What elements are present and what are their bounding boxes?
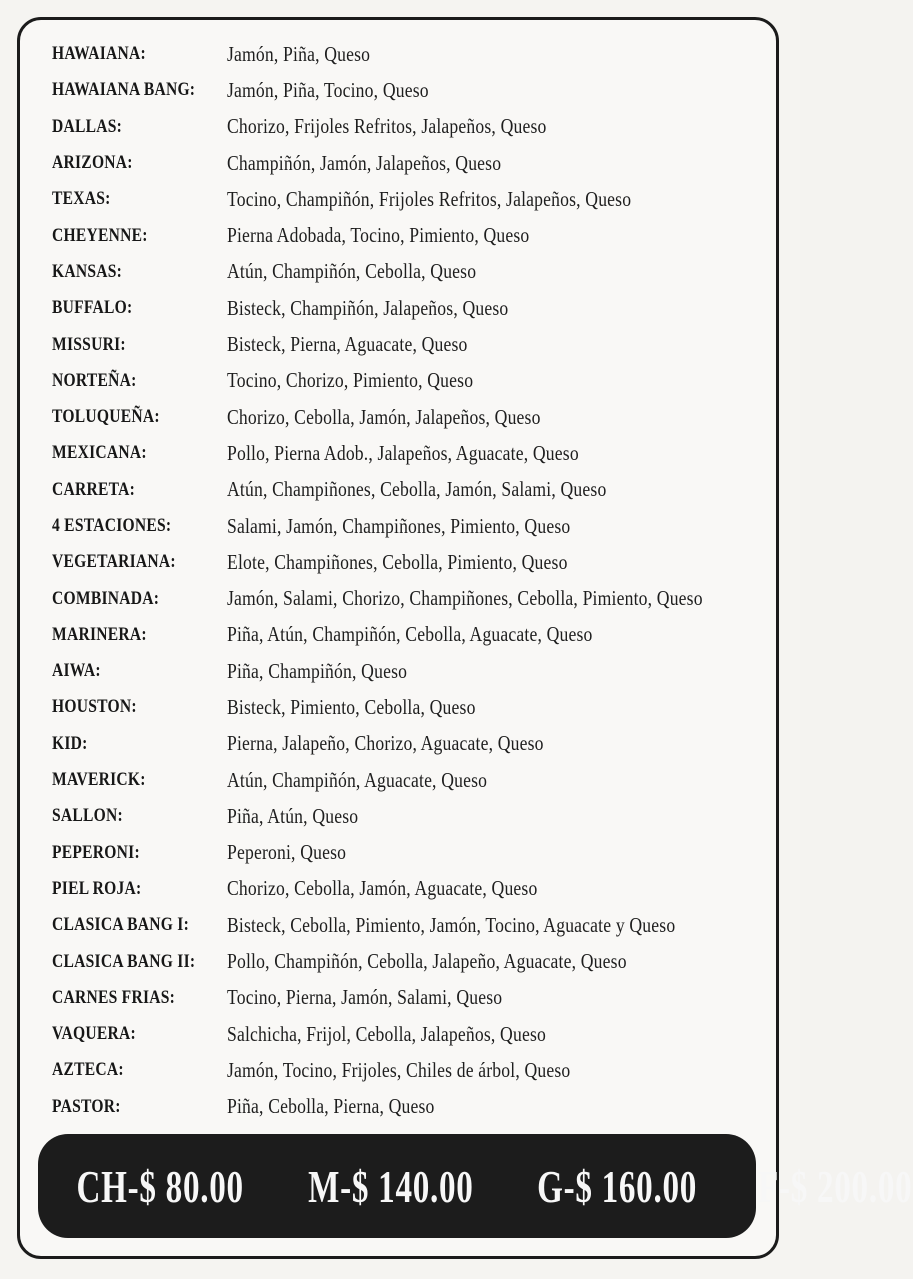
menu-item xyxy=(52,1052,772,1088)
pizza-name: MAVERICK: xyxy=(52,769,146,791)
pizza-ingredients: Tocino, Pierna, Jamón, Salami, Queso xyxy=(227,985,503,1010)
pizza-ingredients: Jamón, Piña, Tocino, Queso xyxy=(227,77,429,102)
pizza-ingredients: Bisteck, Champiñón, Jalapeños, Queso xyxy=(227,295,509,320)
menu-item xyxy=(52,1089,772,1125)
pizza-name: COMBINADA: xyxy=(52,587,160,609)
pizza-name: CARRETA: xyxy=(52,478,136,500)
pizza-ingredients: Atún, Champiñón, Cebolla, Queso xyxy=(227,259,477,284)
price-familiar: F-$ 200.00 xyxy=(758,1160,913,1212)
menu-item xyxy=(52,544,772,580)
pizza-ingredients: Bisteck, Pierna, Aguacate, Queso xyxy=(227,332,468,357)
price-chica: CH-$ 80.00 xyxy=(76,1160,244,1212)
menu-item xyxy=(52,1016,772,1052)
pizza-name: PASTOR: xyxy=(52,1095,121,1117)
pizza-name: HAWAIANA BANG: xyxy=(52,79,196,101)
menu-item xyxy=(52,689,772,725)
menu-item xyxy=(52,980,772,1016)
pizza-ingredients: Jamón, Salami, Chorizo, Champiñones, Cebolla, Pimiento, Queso xyxy=(227,586,703,611)
pizza-name: TOLUQUEÑA: xyxy=(52,406,160,428)
menu-item xyxy=(52,181,772,217)
pizza-ingredients: Pollo, Pierna Adob., Jalapeños, Aguacate, Queso xyxy=(227,440,579,465)
pizza-ingredients: Champiñón, Jamón, Jalapeños, Queso xyxy=(227,150,502,175)
pizza-ingredients: Chorizo, Cebolla, Jamón, Jalapeños, Queso xyxy=(227,404,541,429)
pizza-ingredients: Bisteck, Pimiento, Cebolla, Queso xyxy=(227,694,476,719)
menu-item xyxy=(52,580,772,616)
pizza-name: MARINERA: xyxy=(52,623,147,645)
pizza-name: KID: xyxy=(52,732,88,754)
menu-item xyxy=(52,363,772,399)
menu-item xyxy=(52,835,772,871)
price-bar xyxy=(38,1134,913,1238)
menu-item xyxy=(52,36,772,72)
pizza-ingredients: Bisteck, Cebolla, Pimiento, Jamón, Tocino, Aguacate y Queso xyxy=(227,912,676,937)
pizza-name: HOUSTON: xyxy=(52,696,137,718)
pizza-name: NORTEÑA: xyxy=(52,369,137,391)
pizza-ingredients: Piña, Atún, Champiñón, Cebolla, Aguacate, Queso xyxy=(227,622,593,647)
pizza-name: CHEYENNE: xyxy=(52,224,148,246)
pizza-name: 4 ESTACIONES: xyxy=(52,515,172,536)
menu-item xyxy=(52,871,772,907)
menu-item xyxy=(52,508,772,544)
menu-item xyxy=(52,907,772,943)
menu-item xyxy=(52,653,772,689)
pizza-ingredients: Peperoni, Queso xyxy=(227,840,347,865)
menu-item xyxy=(52,472,772,508)
pizza-list xyxy=(52,36,772,1125)
pizza-name: DALLAS: xyxy=(52,115,123,137)
pizza-ingredients: Piña, Cebolla, Pierna, Queso xyxy=(227,1094,435,1119)
pizza-ingredients: Elote, Champiñones, Cebolla, Pimiento, Queso xyxy=(227,549,568,574)
pizza-ingredients: Atún, Champiñón, Aguacate, Queso xyxy=(227,767,488,792)
menu-item xyxy=(52,726,772,762)
pizza-name: VAQUERA: xyxy=(52,1023,136,1045)
pizza-ingredients: Tocino, Chorizo, Pimiento, Queso xyxy=(227,368,474,393)
pizza-ingredients: Jamón, Piña, Queso xyxy=(227,41,371,66)
menu-item xyxy=(52,254,772,290)
pizza-ingredients: Pierna Adobada, Tocino, Pimiento, Queso xyxy=(227,223,530,248)
pizza-name: CLASICA BANG I: xyxy=(52,914,190,936)
pizza-name: ARIZONA: xyxy=(52,152,133,174)
pizza-ingredients: Chorizo, Cebolla, Jamón, Aguacate, Queso xyxy=(227,876,538,901)
pizza-ingredients: Piña, Champiñón, Queso xyxy=(227,658,408,683)
pizza-ingredients: Pollo, Champiñón, Cebolla, Jalapeño, Aguacate, Queso xyxy=(227,949,627,974)
pizza-name: CLASICA BANG II: xyxy=(52,950,196,972)
price-mediana: M-$ 140.00 xyxy=(308,1160,474,1212)
menu-item xyxy=(52,943,772,979)
menu-item xyxy=(52,435,772,471)
pizza-ingredients: Salami, Jamón, Champiñones, Pimiento, Queso xyxy=(227,513,571,538)
pizza-name: TEXAS: xyxy=(52,188,111,210)
pizza-name: AIWA: xyxy=(52,660,101,682)
menu-item xyxy=(52,290,772,326)
pizza-name: VEGETARIANA: xyxy=(52,551,176,573)
menu-item xyxy=(52,217,772,253)
pizza-ingredients: Chorizo, Frijoles Refritos, Jalapeños, Queso xyxy=(227,114,547,139)
pizza-name: HAWAIANA: xyxy=(52,43,146,65)
pizza-name: MEXICANA: xyxy=(52,442,147,464)
pizza-ingredients: Atún, Champiñones, Cebolla, Jamón, Salami, Queso xyxy=(227,477,607,502)
pizza-ingredients: Piña, Atún, Queso xyxy=(227,803,359,828)
menu-item xyxy=(52,109,772,145)
pizza-name: CARNES FRIAS: xyxy=(52,986,176,1008)
menu-item xyxy=(52,399,772,435)
menu-item xyxy=(52,326,772,362)
menu-item xyxy=(52,72,772,108)
pizza-ingredients: Tocino, Champiñón, Frijoles Refritos, Jalapeños, Queso xyxy=(227,186,632,211)
pizza-name: MISSURI: xyxy=(52,333,126,355)
pizza-name: KANSAS: xyxy=(52,260,123,282)
menu-item xyxy=(52,798,772,834)
pizza-ingredients: Pierna, Jalapeño, Chorizo, Aguacate, Queso xyxy=(227,731,544,756)
menu-item xyxy=(52,617,772,653)
menu-item xyxy=(52,762,772,798)
menu-item xyxy=(52,145,772,181)
pizza-name: SALLON: xyxy=(52,805,123,827)
pizza-name: AZTECA: xyxy=(52,1059,124,1081)
pizza-name: PIEL ROJA: xyxy=(52,877,142,899)
pizza-ingredients: Salchicha, Frijol, Cebolla, Jalapeños, Queso xyxy=(227,1021,546,1046)
price-grande: G-$ 160.00 xyxy=(537,1160,698,1212)
pizza-ingredients: Jamón, Tocino, Frijoles, Chiles de árbol, Queso xyxy=(227,1057,571,1082)
pizza-name: BUFFALO: xyxy=(52,297,133,319)
pizza-name: PEPERONI: xyxy=(52,841,140,863)
